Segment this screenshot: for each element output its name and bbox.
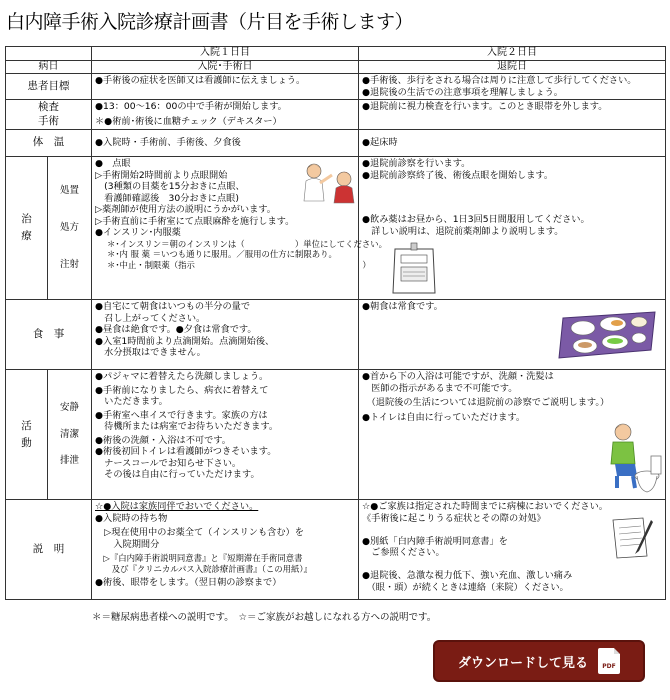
kensa-day2-line: ●退院前に視力検査を行います。このとき眼帯を外します。 (362, 101, 608, 112)
katsudo-day1-line: ●パジャマに着替えたら洗顔しましょう。 (95, 371, 269, 382)
chiryo-day1-line: ●インスリン･内服薬 (95, 227, 181, 238)
eye-drops-illustration (300, 161, 358, 203)
katsudo-day1 (92, 370, 359, 500)
goal-day2-line: ●退院後の生活での注意事項を理解しましょう。 (362, 86, 563, 98)
chiryo-label (6, 211, 47, 245)
katsudo-char: 動 (21, 436, 32, 449)
katsudo-day1-line: ●手術室へ車イスで行きます。家族の方は (95, 409, 268, 421)
setsumei-day1-line: ▷現在使用中のお薬全て（インスリンも含む）を (95, 527, 304, 538)
row-label-byoujitsu: 病日 (6, 60, 92, 74)
shokuji-day2-line: ●朝食は常食です。 (362, 301, 443, 312)
download-button[interactable] (433, 640, 645, 682)
chiryo-day2-line: 詳しい説明は、退院前薬剤師より説明します。 (362, 225, 564, 237)
katsudo-day1-line: ●術後の洗顔・入浴は不可です。 (95, 434, 231, 446)
setsumei-day1-line: ☆●入院は家族同伴でおいでください。 (95, 501, 259, 512)
chiryo-day2-line (362, 193, 662, 205)
setsumei-day2-line: 《手術後に起こりうる症状とその際の対処》 (362, 512, 546, 524)
care-plan-table (5, 46, 666, 600)
setsumei-day2-line: ☆●ご家族は指定された時間までに病棟においでください。 (362, 501, 608, 512)
sub-label-haisetsu: 排泄 (59, 455, 79, 467)
goal-day1 (92, 74, 359, 100)
setsumei-day1-line: ●入院時の持ち物 (95, 512, 168, 524)
katsudo-sub-labels (48, 370, 92, 500)
chiryo-day2-line: ●退院前診察を行います。 (362, 158, 471, 169)
shokuji-day1-line: ●昼食は絶食です。●夕食は常食です。 (95, 324, 257, 335)
shokuji-day1-line: 召し上がってください。 (95, 312, 206, 324)
katsudo-day2 (359, 370, 666, 500)
katsudo-day1-line: ナースコールでお知らせ下さい。 (95, 457, 242, 469)
sub-label-seiketsu: 清潔 (59, 428, 79, 440)
shokuji-day1 (92, 300, 359, 370)
katsudo-day2-line: 医師の指示があるまで不可能です。 (362, 382, 518, 394)
page-title: 白内障手術入院診療計画書（片目を手術します） (6, 11, 414, 33)
sub-label-shochi: 処置 (59, 185, 79, 197)
kensa-day1-line: ●13：00～16：00の中で手術が開始します。 (95, 101, 287, 112)
chiryo-day2-line (362, 181, 662, 193)
chiryo-day2 (359, 157, 666, 300)
chiryo-sub-labels (48, 157, 92, 300)
setsumei-day1-line: ▷『白内障手術説明同意書』と『短期滞在手術同意書 (95, 553, 303, 563)
kensa-day1 (92, 100, 359, 130)
chiryo-day1-line: 看護師確認後 30分おきに点眼) (95, 192, 239, 204)
chiryo-day1-line: ▷薬剤師が使用方法の説明にうかがいます。 (95, 204, 276, 215)
document-pen-illustration (607, 516, 657, 560)
chiryo-char: 治 (21, 213, 32, 226)
shokuji-day2 (359, 300, 666, 370)
setsumei-day1-line: ●術後、眼帯をします。（翌日朝の診察まで） (95, 577, 282, 588)
setsumei-day2-line: （眼・頭）が続くときは連絡（来院）ください。 (362, 581, 569, 593)
chiryo-day2-line: ●飲み薬はお昼から、1日3回5日間服用してください。 (362, 214, 590, 225)
shokuji-day1-line: 水分摂取はできません。 (95, 347, 206, 358)
footer-note: ＊＝糖尿病患者様への説明です。 ☆＝ご家族がお越しになれる方への説明です。 (92, 612, 437, 623)
header-day1: 入院１日目 (92, 47, 359, 61)
katsudo-label (6, 418, 47, 452)
medicine-bag-illustration (389, 243, 439, 295)
goal-day2 (359, 74, 666, 100)
chiryo-day1-line: (3種類の目薬を15分おきに点眼、 (95, 181, 245, 192)
chiryo-day2-line: ●退院前診察終了後、術後点眼を開始します。 (362, 169, 554, 181)
katsudo-day1-line: ●術後初回トイレは看護師がつきそいます。 (95, 446, 277, 457)
katsudo-day2-line: ●首から下の入浴は可能ですが、洗顔・洗髪は (362, 371, 554, 382)
setsumei-day1 (92, 500, 359, 600)
row-label-goal: 患者目標 (6, 74, 92, 100)
row-label-katsudo (6, 370, 48, 500)
sub-label-shoho: 処方 (59, 222, 79, 234)
row-label-kensa (6, 100, 92, 130)
header-blank (6, 47, 92, 61)
katsudo-char: 活 (21, 419, 32, 432)
row-label-taion: 体 温 (6, 130, 92, 157)
chiryo-day1 (92, 157, 388, 300)
setsumei-day1-line: 及び『クリニカルパス入院診療計画書』（この用紙）』 (95, 563, 312, 574)
taion-day2: ●起床時 (359, 130, 666, 157)
chiryo-char: 療 (21, 230, 32, 242)
goal-day1-line: ●手術後の症状を医師又は看護師に伝えましょう。 (95, 75, 306, 86)
katsudo-day1-line: いただきます。 (95, 396, 168, 407)
sub-label-chusha: 注射 (59, 258, 79, 270)
toilet-person-illustration (605, 420, 663, 494)
sub-label-anjou: 安静 (59, 401, 79, 413)
chiryo-day1-line: ▷手術直前に手術室にて点眼麻酔を施行します。 (95, 215, 295, 227)
meal-tray-illustration (555, 306, 659, 364)
row-label-setsumei: 説 明 (6, 500, 92, 600)
chiryo-day1-note: ＊･内 服 薬 ＝いつも通りに服用。／服用の仕方に制限あり。 (107, 249, 337, 259)
byoujitsu-day2: 退院日 (359, 60, 666, 74)
byoujitsu-day1: 入院･手術日 (92, 60, 359, 74)
goal-day2-line: ●手術後、歩行をされる場合は周りに注意して歩行してください。 (362, 75, 637, 86)
katsudo-day1-line: 待機所または病室でお待ちいただきます。 (95, 421, 279, 432)
taion-day1: ●入院時・手術前、手術後、夕食後 (92, 130, 359, 157)
katsudo-day2-line: （退院後の生活については退院前の診察でご説明します。） (362, 397, 610, 408)
chiryo-day1-note: ＊･中止・制限薬（指示 ） (107, 259, 371, 270)
setsumei-day2-line (362, 559, 662, 571)
shokuji-day1-line: ●入室1時間前より点滴開始。点滴開始後、 (95, 335, 275, 347)
setsumei-day2-line: ●退院後、急激な視力低下、強い充血、激しい痛み (362, 570, 573, 581)
shokuji-day1-line: ●自宅にて朝食はいつもの半分の量で (95, 301, 251, 312)
kensa-day1-line: ＊●術前･術後に血糖チェック（デキスター） (95, 115, 282, 127)
chiryo-day1-line: ▷手術開始2時間前より点眼開始 (95, 169, 228, 181)
kensa-label: 検査 (38, 101, 59, 114)
row-label-chiryo (6, 157, 48, 300)
setsumei-day2-line: ご参照ください。 (362, 547, 445, 558)
setsumei-day2 (359, 500, 666, 600)
katsudo-day2-line: ●トイレは自由に行っていただけます。 (362, 411, 526, 423)
row-label-shokuji: 食 事 (6, 300, 92, 370)
katsudo-day1-line: ●手術前になりましたら、病衣に着替えて (95, 384, 269, 396)
kensa-day2 (359, 100, 666, 130)
pdf-icon: PDF (598, 648, 620, 674)
setsumei-day1-line: 入院期間分 (95, 538, 160, 550)
chiryo-day1-note: ＊･インスリン＝朝のインスリンは（ ）単位にしてください。 (107, 238, 388, 249)
katsudo-day1-line: その後は自由に行っていただけます。 (95, 469, 260, 480)
download-button-label: ダウンロードして見る (457, 655, 588, 671)
shujutsu-label: 手術 (38, 114, 59, 127)
header-day2: 入院２日目 (359, 47, 666, 61)
chiryo-day1-line: ● 点眼 (95, 158, 131, 169)
setsumei-day2-line: ●別紙「白内障手術説明同意書」を (362, 535, 508, 547)
